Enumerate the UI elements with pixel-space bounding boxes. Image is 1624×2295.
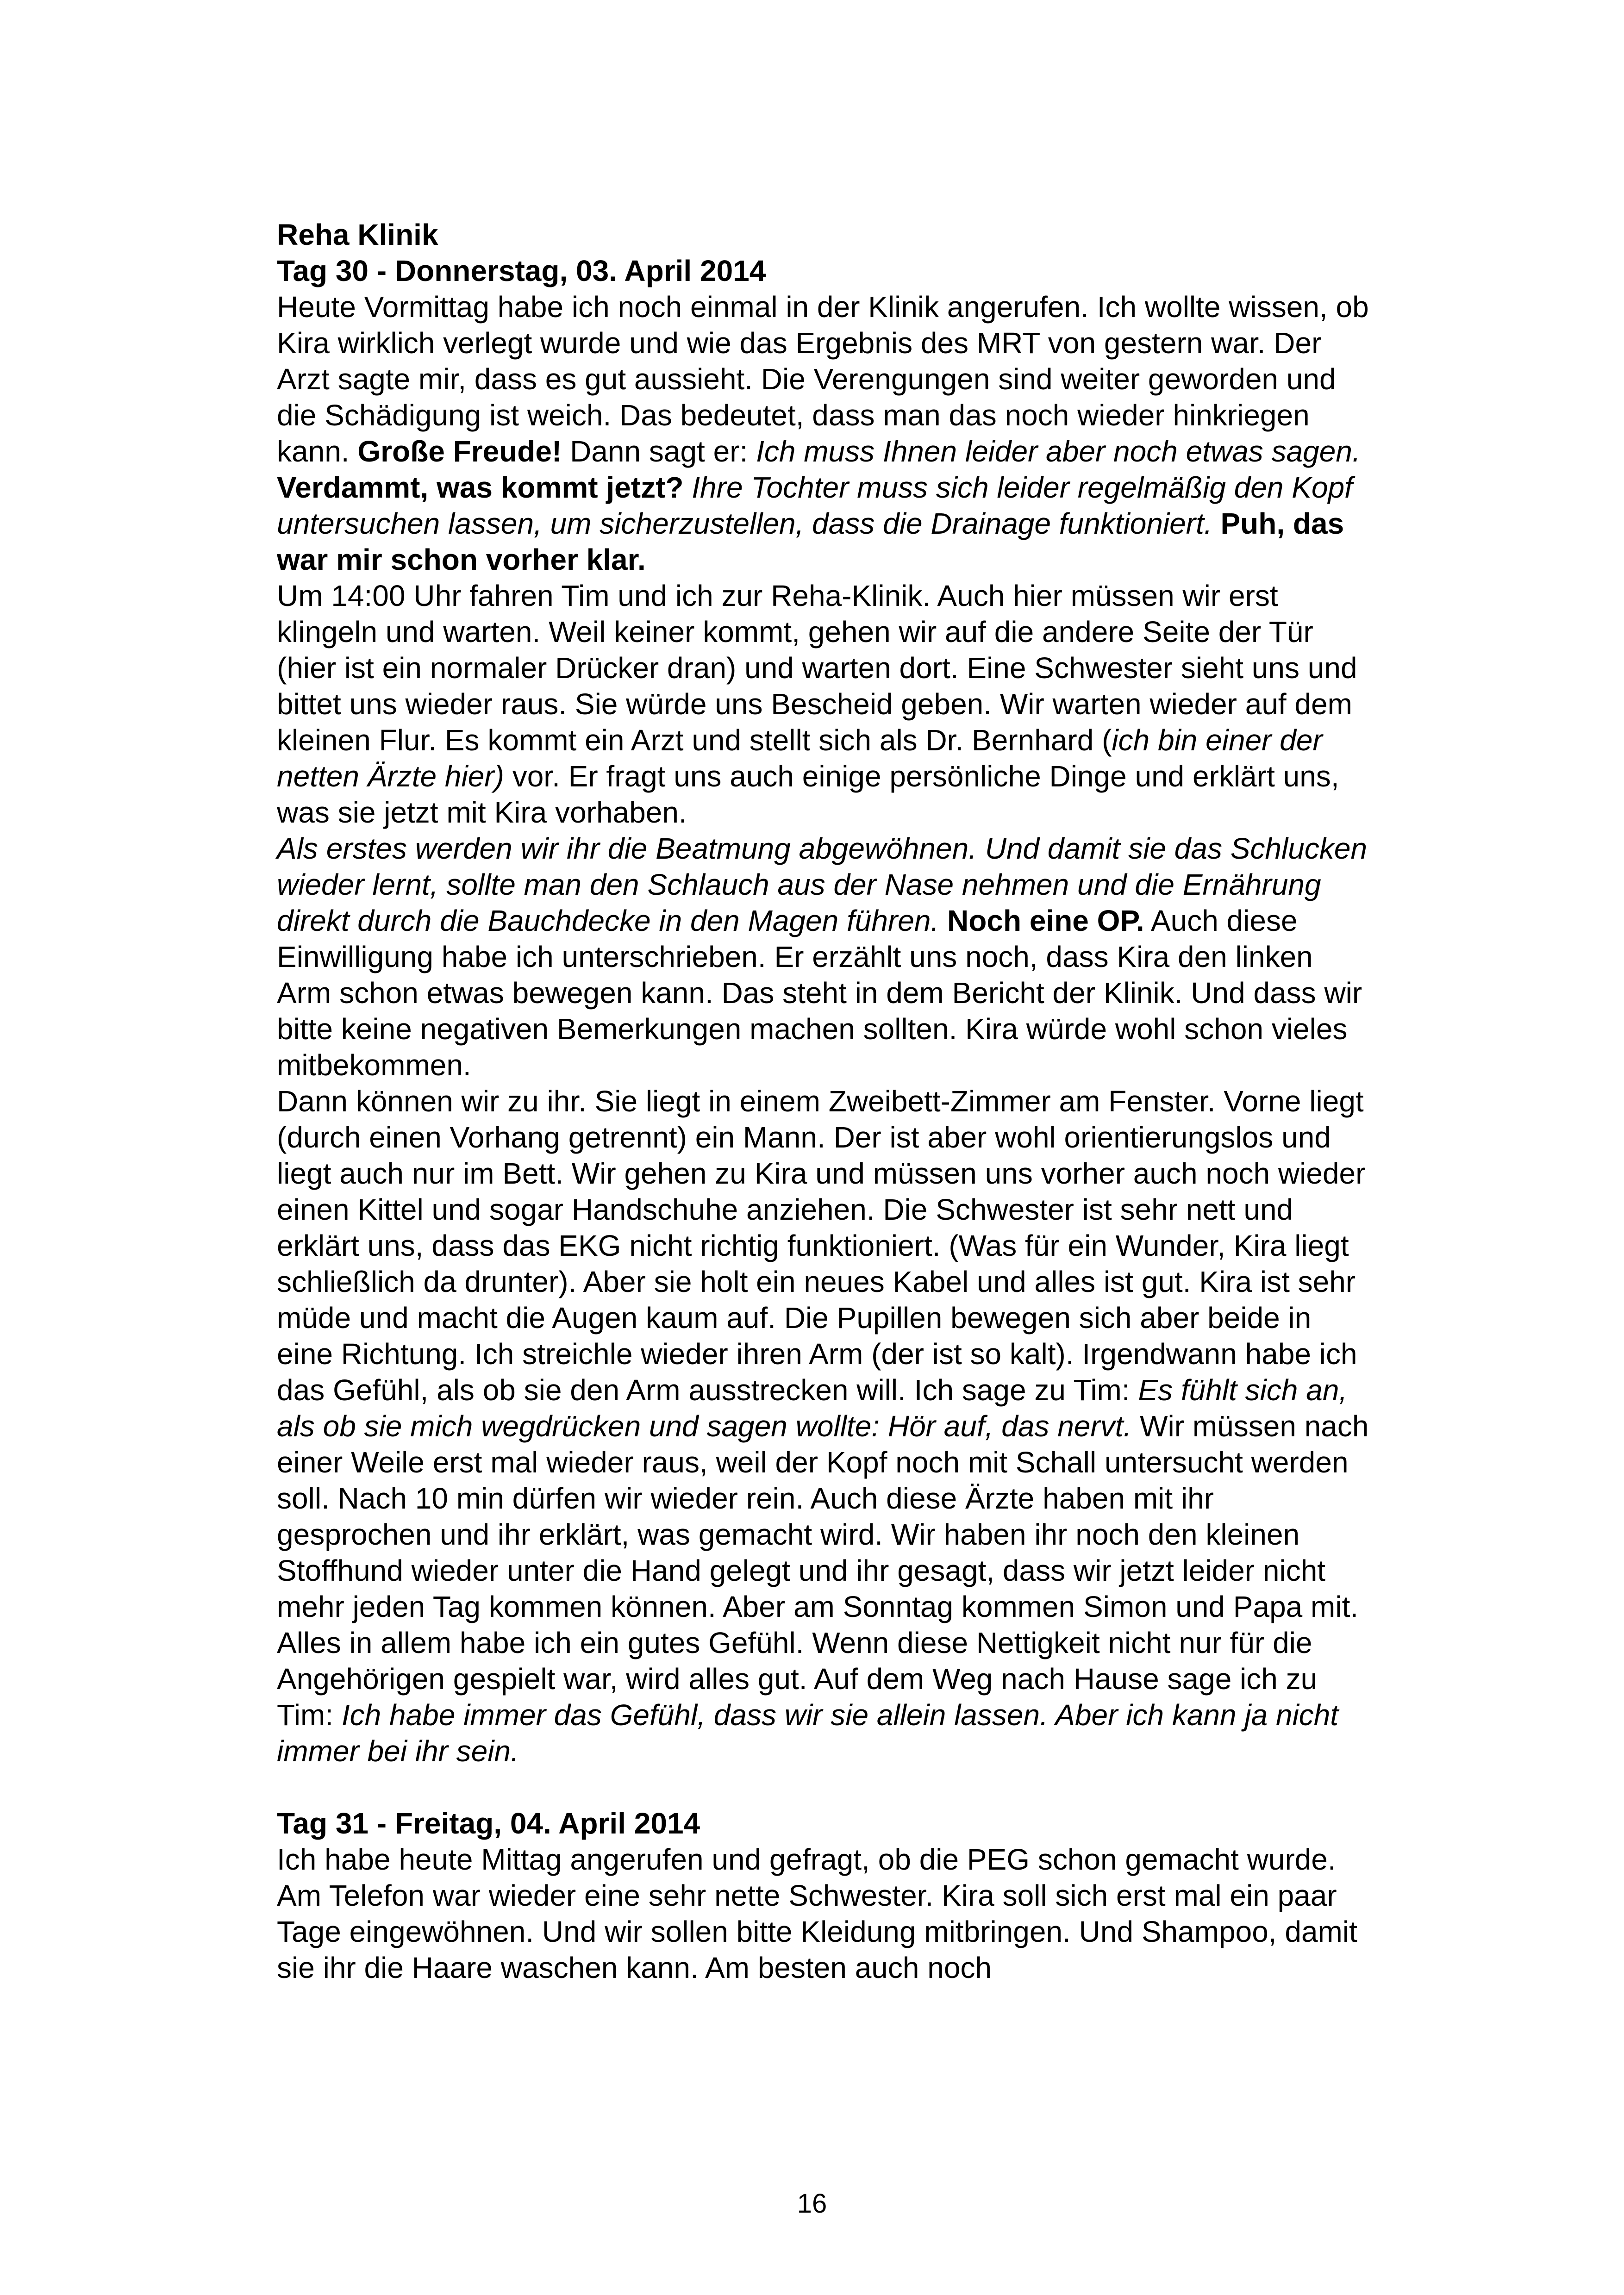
text-run: Dann können wir zu ihr. Sie liegt in einem Zweibett-Zimmer am Fenster. Vorne liegt (durch einen Vorhang getrennt) ein Mann. Der ist aber wohl orientierungslos und liegt auch nur im Bett. Wir gehen zu Kira und müssen uns vorher auch noch wieder einen Kittel und sogar Handschuhe anziehen. Die Schwester ist sehr nett und erklärt uns, dass das EKG nicht richtig funktioniert. (Was für ein Wunder, Kira liegt schließlich da drunter). Aber sie holt ein neues Kabel und alles ist gut. Kira ist sehr müde und macht die Augen kaum auf. Die Pupillen bewegen sich aber beide in eine Richtung. Ich streichle wieder ihren Arm (der ist so kalt). Irgendwann habe ich das Gefühl, als ob sie den Arm ausstrecken will. Ich sage zu Tim: <box>277 1085 1366 1407</box>
paragraph <box>277 1841 1369 1986</box>
bold-text: Puh, das war mir schon vorher klar. <box>277 507 1344 576</box>
paragraph <box>277 289 1369 578</box>
paragraph <box>277 830 1369 1083</box>
day-30-heading: Tag 30 - Donnerstag, 03. April 2014 <box>277 254 766 287</box>
bold-text: Noch eine OP. <box>947 904 1144 937</box>
text-run: Heute Vormittag habe ich noch einmal in der Klinik angerufen. Ich wollte wissen, ob Kira wirklich verlegt wurde und wie das Ergebnis des MRT von gestern war. Der Arzt sagte mir, dass es gut aussieht. Die Verengungen sind weiter geworden und die Schädigung ist weich. Das bedeutet, dass man das noch wieder hinkriegen kann. <box>277 290 1369 468</box>
text-run: Dann sagt er: <box>562 435 756 468</box>
paragraph <box>277 1625 1369 1769</box>
text-run <box>683 471 692 504</box>
italic-text: Ich habe immer das Gefühl, dass wir sie allein lassen. Aber ich kann ja nicht immer bei ihr sein. <box>277 1698 1339 1768</box>
page-body <box>277 217 1369 1986</box>
spacer <box>277 1769 1369 1805</box>
italic-text: Ich muss Ihnen leider aber noch etwas sagen. <box>756 435 1361 468</box>
paragraph <box>277 1083 1369 1625</box>
italic-text: Ihre Tochter muss sich leider regelmäßig den Kopf untersuchen lassen, um sicherzustellen, dass die Drainage funktioniert. <box>277 471 1353 540</box>
day-31-heading: Tag 31 - Freitag, 04. April 2014 <box>277 1807 700 1840</box>
italic-text: Als erstes werden wir ihr die Beatmung abgewöhnen. Und damit sie das Schlucken wieder lernt, sollte man den Schlauch aus der Nase nehmen und die Ernährung direkt durch die Bauchdecke in den Magen führen. <box>277 832 1368 937</box>
bold-text: Große Freude! <box>357 435 562 468</box>
text-run: Auch diese Einwilligung habe ich unterschrieben. Er erzählt uns noch, dass Kira den linken Arm schon etwas bewegen kann. Das steht in dem Bericht der Klinik. Und dass wir bitte keine negativen Bemerkungen machen sollten. Kira würde wohl schon vieles mitbekommen. <box>277 904 1362 1082</box>
text-run: vor. Er fragt uns auch einige persönliche Dinge und erklärt uns, was sie jetzt mit Kira vorhaben. <box>277 760 1339 829</box>
text-run <box>1212 507 1221 540</box>
paragraph <box>277 578 1369 830</box>
text-run: Um 14:00 Uhr fahren Tim und ich zur Reha-Klinik. Auch hier müssen wir erst klingeln und warten. Weil keiner kommt, gehen wir auf die andere Seite der Tür (hier ist ein normaler Drücker dran) und warten dort. Eine Schwester sieht uns und bittet uns wieder raus. Sie würde uns Bescheid geben. Wir warten wieder auf dem kleinen Flur. Es kommt ein Arzt und stellt sich als Dr. Bernhard ( <box>277 579 1357 757</box>
section-title: Reha Klinik <box>277 218 438 251</box>
page-number: 16 <box>797 2189 827 2219</box>
text-run: Alles in allem habe ich ein gutes Gefühl. Wenn diese Nettigkeit nicht nur für die Angehörigen gespielt war, wird alles gut. Auf dem Weg nach Hause sage ich zu Tim: <box>277 1626 1318 1732</box>
bold-text: Verdammt, was kommt jetzt? <box>277 471 684 504</box>
text-run: Wir müssen nach einer Weile erst mal wieder raus, weil der Kopf noch mit Schall untersucht werden soll. Nach 10 min dürfen wir wieder rein. Auch diese Ärzte haben mit ihr gesprochen und ihr erklärt, was gemacht wird. Wir haben ihr noch den kleinen Stoffhund wieder unter die Hand gelegt und ihr gesagt, dass wir jetzt leider nicht mehr jeden Tag kommen können. Aber am Sonntag kommen Simon und Papa mit. <box>277 1409 1369 1623</box>
text-run <box>939 904 947 937</box>
italic-text: ich bin einer der netten Ärzte hier) <box>277 723 1323 793</box>
text-run: Ich habe heute Mittag angerufen und gefragt, ob die PEG schon gemacht wurde. Am Telefon war wieder eine sehr nette Schwester. Kira soll sich erst mal ein paar Tage eingewöhnen. Und wir sollen bitte Kleidung mitbringen. Und Shampoo, damit sie ihr die Haare waschen kann. Am besten auch noch <box>277 1843 1357 1984</box>
italic-text: Es fühlt sich an, als ob sie mich wegdrücken und sagen wollte: Hör auf, das nervt. <box>277 1373 1348 1443</box>
